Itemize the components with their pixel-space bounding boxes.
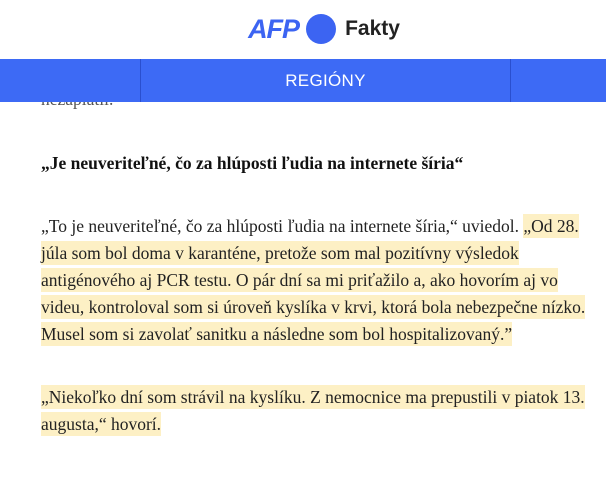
quote-paragraph-1 [41,213,601,348]
nav-separator [510,59,511,102]
quote-paragraph-2 [41,384,601,438]
nav-bar [0,59,606,102]
highlighted-quote: „Od 28. júla som bol doma v karanténe, pretože som mal pozitívny výsledok antigénového aj PCR testu. O pár dní sa mi priťažilo a, ako hovorím aj vo videu, kontroloval som si úroveň kyslíka v krvi, ktorá bola nebezpečne nízko. Musel som si zavolať sanitku a následne som bol hospitalizovaný.” [41,216,586,344]
nav-item-regiony[interactable]: REGIÓNY [285,70,366,90]
afp-fakty-logo[interactable] [248,14,400,44]
afp-logo-dot-icon [306,14,336,44]
site-header [0,0,606,58]
highlighted-quote: „Niekoľko dní som strávil na kyslíku. Z nemocnice ma prepustili v piatok 13. augusta,“ hovorí. [41,387,585,434]
afp-logo-mark: AFP [248,13,300,44]
fakty-logo-text: Fakty [345,17,400,40]
article-body [41,86,601,438]
article-subhead: „Je neuveriteľné, čo za hlúposti ľudia na internete šíria“ [41,153,464,173]
quote-intro-text: „To je neuveriteľné, čo za hlúposti ľudia na internete šíria,“ uviedol. [41,216,520,236]
